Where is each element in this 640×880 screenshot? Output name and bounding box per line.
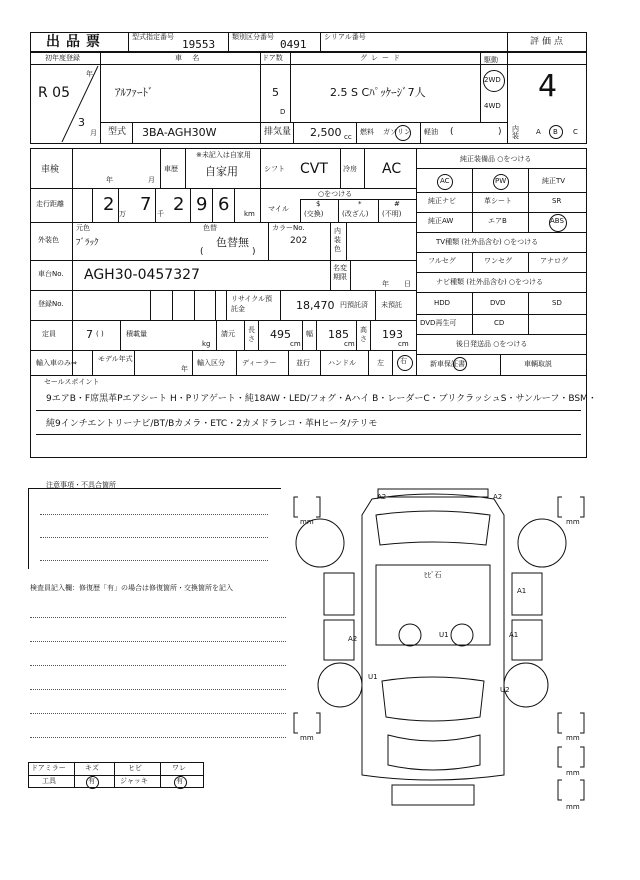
unknown-sub: (不明)	[382, 210, 402, 218]
diagram-a2-top-left: A2	[377, 493, 387, 501]
first-reg-month: 3	[78, 116, 85, 129]
name-change-label: 名変期限	[333, 264, 347, 281]
history-value: 自家用	[205, 165, 238, 178]
diagram-a1-right-mid: A1	[509, 631, 519, 639]
import-parallel: 並行	[296, 359, 310, 367]
mileage-digit-2: 7	[140, 194, 152, 215]
name-change-day-unit: 日	[404, 280, 411, 288]
paint-label: 色替	[203, 224, 217, 232]
history-label: 車歴	[164, 165, 178, 173]
vehicle-manual: 車輌取説	[524, 360, 552, 368]
legend-scratch: キズ	[85, 764, 99, 772]
handle-label: ハンドル	[328, 359, 356, 367]
navi-cd: CD	[494, 319, 505, 327]
later-shipment-title: 後日発送品 ○をつける	[456, 340, 528, 348]
light-oil-label: 軽油	[424, 128, 438, 136]
equip-tv: 純正TV	[542, 177, 566, 185]
diagram-mm-6: mm	[566, 803, 580, 811]
fuel-circle	[395, 125, 411, 141]
length-unit: cm	[290, 340, 301, 348]
import-category-label: 輸入区分	[197, 359, 225, 367]
name-change-year-unit: 年	[382, 280, 389, 288]
capacity-label: 定員	[42, 330, 56, 338]
model-year-label: モデル年式	[98, 355, 133, 363]
color-no-value: 202	[290, 236, 308, 246]
chassis-value: AGH30-0457327	[84, 267, 200, 283]
diagram-u2-right: U2	[500, 686, 510, 694]
dvd-playback: DVD再生可	[420, 319, 457, 327]
load-unit: kg	[202, 340, 211, 348]
drive-2wd: 2WD	[484, 76, 501, 84]
navi-sd: SD	[552, 299, 562, 307]
size-label: 請元	[221, 330, 235, 338]
diagram-mm-4: mm	[566, 734, 580, 742]
legend-mirror: ドアミラー	[31, 764, 66, 772]
mile-label: マイル	[268, 205, 289, 213]
sales-point-line2: 純9インチエントリーナビ/BT/Bカメラ・ETC・2カメドラレコ・革Hヒータ/テリモ	[46, 419, 378, 429]
first-reg-era: R 05	[38, 85, 70, 101]
light-oil-bracket-close: )	[498, 127, 502, 137]
legend-crack: ヒビ	[128, 764, 142, 772]
light-oil-bracket: (	[450, 127, 454, 137]
interior-label: 内装	[512, 125, 519, 140]
handle-right: 右	[400, 357, 407, 365]
first-reg-month-unit: 月	[90, 129, 97, 137]
recycle-value: 18,470	[296, 299, 335, 312]
mileage-circle-note: ○をつける	[318, 190, 353, 198]
equip-ac: AC	[440, 177, 450, 185]
shift-value: CVT	[300, 161, 328, 177]
height-value: 193	[382, 328, 403, 341]
interior-color-label: 内装色	[334, 227, 341, 253]
fuel-label: 燃料	[360, 128, 374, 136]
displacement-value: 2,500	[310, 126, 342, 139]
grade-label: グレード	[360, 54, 404, 62]
equip-aw: 純正AW	[428, 217, 454, 225]
cooler-label: 冷房	[343, 165, 357, 173]
diagram-a2-left: A2	[348, 635, 358, 643]
legend-jack: ジャッキ	[120, 777, 148, 785]
navi-hdd: HDD	[434, 299, 451, 307]
type-designation-label: 型式指定番号	[132, 33, 174, 41]
category-label: 類別区分番号	[232, 33, 274, 41]
door-label: ドア数	[262, 54, 283, 62]
header-frame	[30, 32, 587, 52]
shift-label: シフト	[264, 165, 285, 173]
diagram-hibi-ishi: ﾋﾋﾞ石	[424, 571, 442, 579]
registration-label: 登録No.	[38, 300, 64, 308]
length-label: 長さ	[248, 326, 255, 343]
drive-4wd: 4WD	[484, 102, 501, 110]
diagram-u1-center: U1	[439, 631, 449, 639]
model-value: 3BA-AGH30W	[142, 126, 217, 139]
type-designation-value: 19553	[182, 38, 216, 51]
inspection-year-unit: 年	[106, 176, 113, 184]
mileage-sen: 千	[157, 210, 164, 218]
height-unit: cm	[398, 340, 409, 348]
caution-label: 注意事項・不具合箇所	[46, 481, 116, 489]
rating-label: 評価点	[530, 37, 567, 47]
interior-c: C	[573, 128, 578, 136]
inspection-label: 車検	[41, 165, 60, 175]
interior-a: A	[536, 128, 541, 136]
navi-dvd: DVD	[490, 299, 506, 307]
tv-fullseg: フルセグ	[428, 257, 456, 265]
rating-value: 4	[538, 69, 558, 104]
original-color-value: ﾌﾞﾗｯｸ	[76, 238, 99, 248]
tv-analog: アナログ	[540, 257, 568, 265]
sales-point-label: セールスポイント	[44, 378, 100, 386]
equip-navi: 純正ナビ	[428, 197, 456, 205]
displacement-unit: cc	[344, 133, 352, 141]
history-note: ※未記入は自家用	[196, 151, 251, 159]
chassis-label: 車台No.	[38, 270, 64, 278]
recycle-label: リサイクル預託金	[231, 295, 273, 313]
tv-type-title: TV種類 (社外品含む) ○をつける	[436, 238, 539, 246]
altered-label: *	[358, 200, 362, 208]
diagram-mm-3: mm	[300, 734, 314, 742]
diagram-a2-top-right: A2	[493, 493, 503, 501]
tv-oneseg: ワンセグ	[484, 257, 512, 265]
mileage-label: 走行距離	[36, 200, 64, 208]
interior-b: B	[553, 128, 558, 136]
mileage-man: 万	[119, 210, 126, 218]
car-name: ｱﾙﾌｧｰﾄﾞ	[115, 86, 154, 99]
capacity-unit: ( )	[96, 330, 104, 338]
warranty-circle	[453, 357, 467, 371]
equip-abs: ABS	[550, 217, 564, 225]
exchange-label: $	[316, 200, 321, 208]
first-reg-label: 初年度登録	[45, 54, 80, 62]
sales-point-line1: 9エアB・F席黒革Pエアシート H・Pリアゲート・純18AW・LED/フォグ・Aハイ B・レーダーC・ブリクラッシュS・サンルーフ・BSM・	[46, 394, 597, 404]
legend-tool: 工具	[42, 777, 56, 785]
altered-sub: (改ざん)	[342, 210, 369, 218]
mileage-digit-3: 2	[173, 194, 185, 215]
legend-tool-yes: 有	[88, 777, 95, 785]
mileage-digit-1: 2	[103, 194, 115, 215]
height-label: 高さ	[360, 326, 367, 343]
car-name-label: 車 名	[175, 54, 204, 62]
diagram-mm-1: mm	[300, 518, 314, 526]
category-value: 0491	[280, 38, 307, 51]
width-value: 185	[328, 328, 349, 341]
diagram-a1-right-upper: A1	[517, 587, 527, 595]
cooler-value: AC	[382, 161, 402, 177]
mileage-digit-5: 6	[218, 194, 230, 215]
import-label: 輸入車のみ⇒	[36, 359, 77, 367]
paint-value: 色替無	[216, 236, 249, 249]
drive-label: 駆動	[484, 56, 498, 64]
inspector-label: 検査員記入欄：修復歴「有」の場合は修復箇所・交換箇所を記入	[30, 584, 233, 592]
grade-value: 2.5 S Cﾊﾟｯｹｰｼﾞ7人	[330, 86, 426, 99]
diagram-mm-2: mm	[566, 518, 580, 526]
paint-bracket-close: )	[252, 247, 256, 257]
car-diagram	[290, 485, 590, 810]
mileage-unit: km	[244, 210, 255, 218]
color-no-label: カラーNo.	[272, 224, 305, 232]
legend-break: ワレ	[172, 764, 186, 772]
exterior-color-label: 外装色	[38, 236, 59, 244]
inspection-month-unit: 月	[148, 176, 155, 184]
unknown-label: #	[394, 200, 400, 208]
import-dealer: ディーラー	[242, 359, 277, 367]
length-value: 495	[270, 328, 291, 341]
handle-left: 左	[377, 359, 384, 367]
door-value: 5	[272, 86, 279, 99]
original-color-label: 元色	[76, 224, 90, 232]
width-unit: cm	[344, 340, 355, 348]
caution-bracket	[28, 488, 281, 569]
diagram-u1-left: U1	[368, 673, 378, 681]
diagram-mm-5: mm	[566, 769, 580, 777]
genuine-equipment-title: 純正装備品 ○をつける	[460, 155, 532, 163]
model-year-unit: 年	[181, 365, 188, 373]
equip-pw: PW	[495, 177, 507, 185]
equip-airbag: エアB	[488, 217, 507, 225]
new-car-warranty: 新車保証書	[430, 360, 465, 368]
first-reg-year-unit: 年	[86, 70, 93, 78]
navi-type-title: ナビ種類 (社外品含む) ○をつける	[436, 278, 544, 286]
displacement-label: 排気量	[264, 127, 292, 137]
door-type: D	[280, 108, 286, 116]
recycle-unit: 円預託済	[340, 301, 368, 309]
mileage-digit-4: 9	[196, 194, 208, 215]
sheet-title: 出品票	[46, 34, 106, 50]
serial-label: シリアル番号	[324, 33, 366, 41]
load-label: 積載量	[126, 330, 147, 338]
width-label: 幅	[306, 330, 313, 338]
model-label: 型式	[108, 127, 127, 137]
equip-leather: 革シート	[484, 197, 512, 205]
capacity-value: 7	[86, 328, 93, 341]
paint-bracket: (	[200, 247, 204, 257]
unpaid-label: 未預託	[381, 301, 402, 309]
legend-jack-yes: 有	[176, 777, 183, 785]
fuel-value: ガソリン	[383, 128, 411, 136]
equip-sr: SR	[552, 197, 562, 205]
exchange-sub: (交換)	[304, 210, 324, 218]
